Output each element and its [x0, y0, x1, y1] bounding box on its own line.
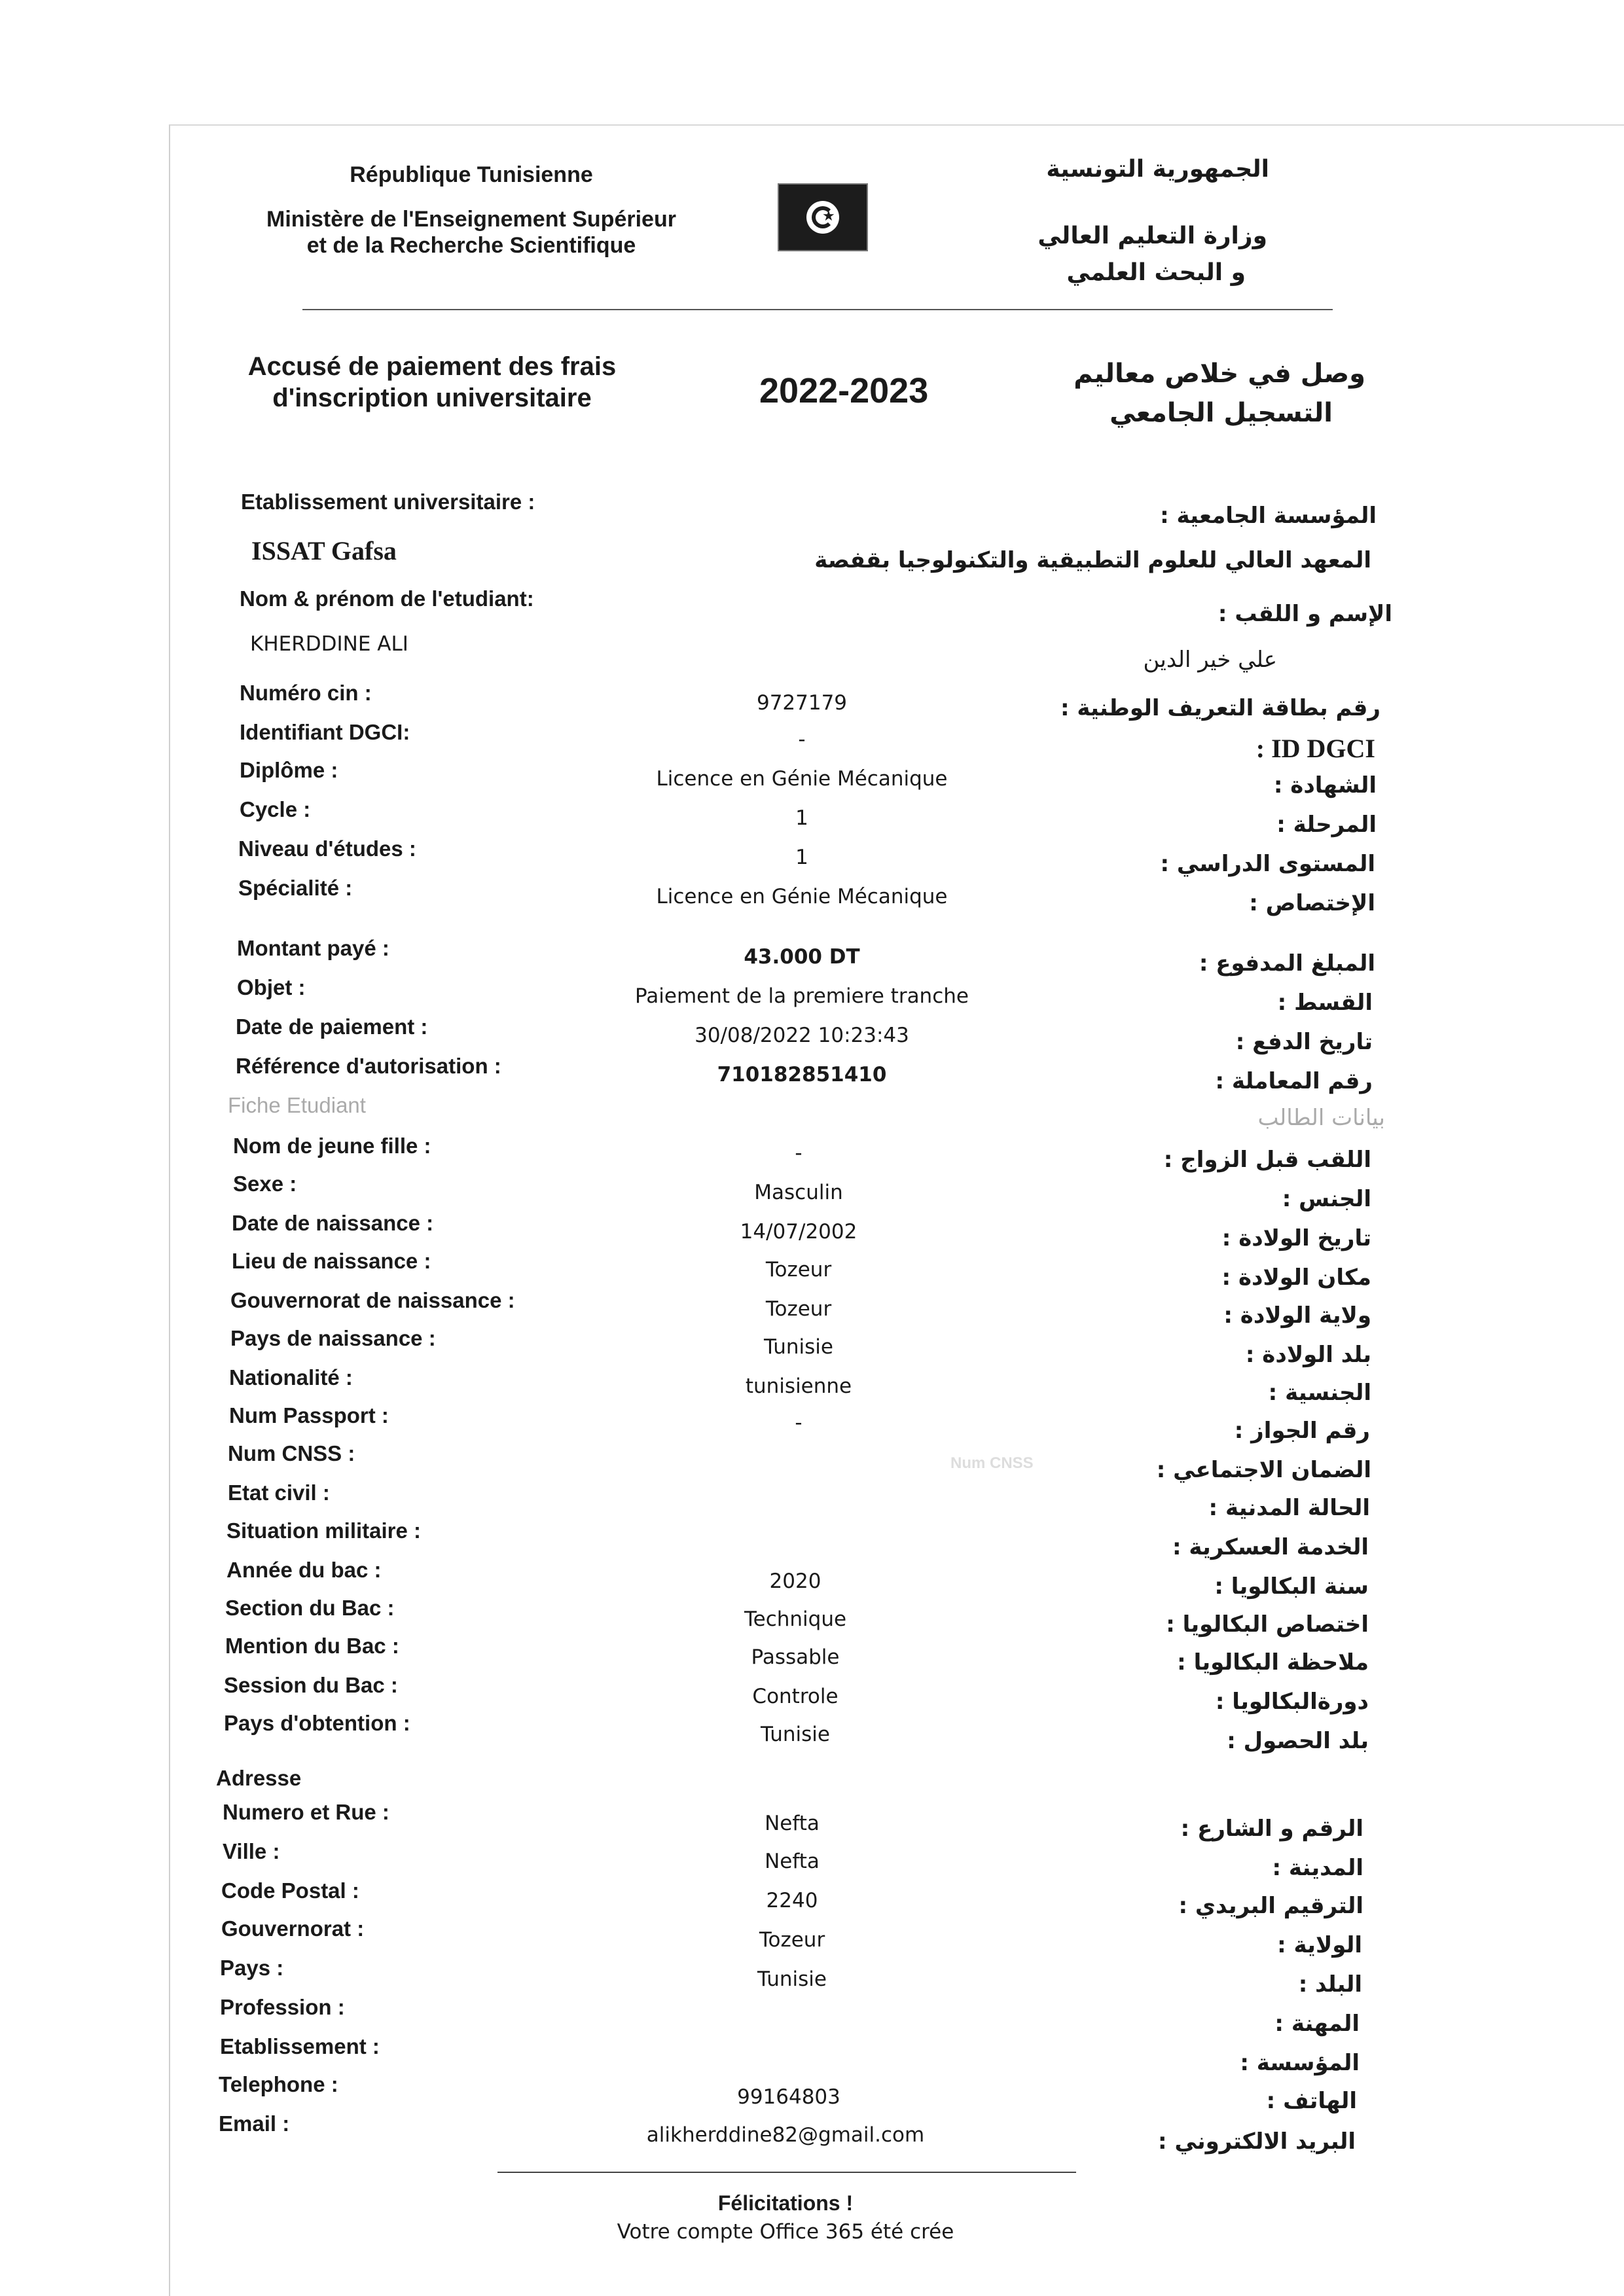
bac-section-value: Technique: [744, 1607, 847, 1631]
bac-section-label-ar: اختصاص البكالويا :: [1166, 1611, 1369, 1638]
obtention-country-label: Pays d'obtention :: [224, 1711, 410, 1735]
payment-date-label: Date de paiement :: [236, 1014, 428, 1039]
tunisia-flag-icon: ★: [778, 183, 868, 251]
title-fr-line1: Accusé de paiement des frais: [247, 352, 617, 381]
bac-year-label: Année du bac :: [226, 1558, 382, 1582]
profession-label-ar: المهنة :: [1274, 2011, 1360, 2037]
object-value: Paiement de la premiere tranche: [635, 984, 969, 1008]
nationality-label: Nationalité :: [229, 1365, 353, 1390]
establishment-label-ar: المؤسسة الجامعية :: [1160, 503, 1377, 529]
establishment-value-ar: المعهد العالي للعلوم التطبيقية والتكنولوجيا بقفصة: [814, 547, 1371, 573]
birth-place-label: Lieu de naissance :: [232, 1249, 431, 1273]
street-label-ar: الرقم و الشارع :: [1180, 1816, 1363, 1842]
military-status-label-ar: الخدمة العسكرية :: [1172, 1534, 1369, 1560]
header-republic-ar: الجمهورية التونسية: [1046, 156, 1269, 183]
study-level-label: Niveau d'études :: [238, 836, 416, 861]
academic-year: 2022-2023: [759, 371, 929, 410]
cin-label: Numéro cin :: [240, 681, 372, 705]
birth-country-label-ar: بلد الولادة :: [1245, 1342, 1371, 1368]
email-label-ar: البريد الالكتروني :: [1158, 2128, 1356, 2155]
student-name-label-ar: الإسم و اللقب :: [1218, 601, 1392, 627]
object-label: Objet :: [237, 975, 306, 999]
fiche-heading-fr: Fiche Etudiant: [228, 1093, 366, 1117]
city-label: Ville :: [223, 1839, 280, 1863]
payment-date-label-ar: تاريخ الدفع :: [1235, 1029, 1373, 1055]
title-fr-line2: d'inscription universitaire: [272, 384, 592, 412]
bac-session-value: Controle: [752, 1685, 839, 1708]
birth-place-value: Tozeur: [765, 1258, 832, 1282]
governorate-label: Gouvernorat :: [221, 1916, 365, 1941]
header-republic-fr: République Tunisienne: [350, 162, 593, 187]
diploma-label-ar: الشهادة :: [1273, 772, 1377, 798]
telephone-label-ar: الهاتف :: [1266, 2088, 1357, 2114]
birth-governorate-label: Gouvernorat de naissance :: [230, 1288, 515, 1312]
bac-section-label: Section du Bac :: [225, 1596, 395, 1620]
speciality-label-ar: الإختصاص :: [1249, 890, 1375, 916]
office365-message: Votre compte Office 365 été crée: [617, 2220, 954, 2244]
nationality-value: tunisienne: [745, 1374, 852, 1398]
cycle-value: 1: [795, 806, 808, 830]
passport-label: Num Passport :: [229, 1403, 389, 1427]
amount-paid-label: Montant payé :: [237, 936, 389, 960]
header-ministry-ar-line2: و البحث العلمي: [1066, 259, 1246, 286]
student-name-label-fr: Nom & prénom de l'etudiant:: [240, 586, 534, 611]
email-label: Email :: [219, 2111, 290, 2136]
authorization-ref-value: 710182851410: [717, 1063, 887, 1086]
speciality-value: Licence en Génie Mécanique: [656, 885, 948, 908]
email-value: alikherddine82@gmail.com: [646, 2123, 925, 2147]
birth-country-value: Tunisie: [764, 1335, 833, 1359]
governorate-label-ar: الولاية :: [1277, 1932, 1362, 1958]
profession-label: Profession :: [220, 1995, 345, 2019]
maiden-name-value: -: [795, 1141, 803, 1165]
dgci-label-ar: ID DGCI :: [1255, 734, 1375, 763]
birth-place-label-ar: مكان الولادة :: [1221, 1265, 1371, 1291]
birth-date-label-ar: تاريخ الولادة :: [1221, 1225, 1371, 1251]
military-status-label: Situation militaire :: [226, 1518, 422, 1543]
maiden-name-label: Nom de jeune fille :: [233, 1134, 431, 1158]
sex-label: Sexe :: [233, 1172, 297, 1196]
student-name-value-fr: KHERDDINE ALI: [250, 632, 408, 656]
employer-label-ar: المؤسسة :: [1240, 2050, 1360, 2076]
payment-date-value: 30/08/2022 10:23:43: [695, 1024, 909, 1047]
bac-year-label-ar: سنة البكالويا :: [1214, 1573, 1369, 1600]
country-value: Tunisie: [757, 1967, 827, 1991]
bac-year-value: 2020: [769, 1570, 821, 1593]
dgci-value: -: [798, 728, 806, 751]
employer-label: Etablissement :: [220, 2034, 380, 2058]
fiche-heading-ar: بيانات الطالب: [1257, 1105, 1385, 1131]
bac-mention-value: Passable: [751, 1645, 840, 1669]
sex-label-ar: الجنس :: [1282, 1186, 1371, 1212]
birth-country-label: Pays de naissance :: [230, 1326, 436, 1350]
establishment-label-fr: Etablissement universitaire :: [241, 490, 535, 514]
header-ministry-fr-line1: Ministère de l'Enseignement Supérieur: [266, 207, 676, 232]
telephone-label: Telephone :: [219, 2072, 338, 2096]
bac-session-label-ar: دورةالبكالويا :: [1215, 1689, 1369, 1715]
header-divider: [302, 309, 1333, 310]
obtention-country-label-ar: بلد الحصول :: [1227, 1728, 1369, 1754]
street-label: Numero et Rue :: [223, 1800, 389, 1824]
bac-session-label: Session du Bac :: [224, 1673, 398, 1697]
cycle-label: Cycle :: [240, 797, 311, 821]
postal-code-value: 2240: [766, 1889, 818, 1912]
birth-governorate-label-ar: ولاية الولادة :: [1223, 1302, 1371, 1329]
country-label-ar: البلد :: [1298, 1971, 1362, 1998]
authorization-ref-label: Référence d'autorisation :: [236, 1054, 501, 1078]
speciality-label: Spécialité :: [238, 876, 353, 900]
header-ministry-ar-line1: وزارة التعليم العالي: [1038, 223, 1267, 249]
cnss-label: Num CNSS :: [228, 1441, 355, 1465]
birth-date-label: Date de naissance :: [232, 1211, 434, 1235]
header-ministry-fr-line2: et de la Recherche Scientifique: [306, 233, 636, 258]
cycle-label-ar: المرحلة :: [1276, 812, 1377, 838]
country-label: Pays :: [220, 1956, 284, 1980]
birth-governorate-value: Tozeur: [765, 1297, 832, 1321]
cin-value: 9727179: [756, 691, 848, 715]
postal-code-label: Code Postal :: [221, 1878, 359, 1903]
amount-paid-label-ar: المبلغ المدفوع :: [1199, 950, 1375, 977]
telephone-value: 99164803: [737, 2085, 840, 2109]
dgci-label: Identifiant DGCI:: [240, 720, 410, 744]
passport-value: -: [795, 1411, 803, 1435]
footer-divider: [497, 2172, 1076, 2173]
student-name-value-ar: علي خير الدين: [1143, 647, 1277, 673]
authorization-ref-label-ar: رقم المعاملة :: [1215, 1068, 1373, 1094]
bac-mention-label: Mention du Bac :: [225, 1634, 399, 1658]
street-value: Nefta: [765, 1812, 820, 1835]
civil-status-label: Etat civil :: [228, 1480, 330, 1505]
nationality-label-ar: الجنسية :: [1268, 1380, 1371, 1406]
title-ar-line1: وصل في خلاص معاليم: [1074, 359, 1365, 389]
maiden-name-label-ar: اللقب قبل الزواج :: [1163, 1147, 1371, 1173]
sex-value: Masculin: [754, 1181, 843, 1204]
amount-paid-value: 43.000 DT: [744, 945, 860, 969]
diploma-value: Licence en Génie Mécanique: [656, 767, 948, 791]
cin-label-ar: رقم بطاقة التعريف الوطنية :: [1060, 695, 1380, 721]
city-value: Nefta: [765, 1850, 820, 1873]
study-level-value: 1: [795, 846, 808, 869]
city-label-ar: المدينة :: [1272, 1855, 1363, 1881]
cnss-ghost-text: Num CNSS: [950, 1454, 1034, 1472]
postal-code-label-ar: الترقيم البريدي :: [1178, 1893, 1363, 1919]
diploma-label: Diplôme :: [240, 758, 338, 782]
title-ar-line2: التسجيل الجامعي: [1110, 398, 1333, 428]
cnss-label-ar: الضمان الاجتماعي :: [1156, 1457, 1371, 1483]
governorate-value: Tozeur: [759, 1928, 825, 1952]
congratulations-text: Félicitations !: [717, 2191, 854, 2215]
obtention-country-value: Tunisie: [761, 1723, 830, 1746]
bac-mention-label-ar: ملاحظة البكالويا :: [1177, 1649, 1369, 1676]
establishment-value-fr: ISSAT Gafsa: [251, 536, 397, 565]
address-heading: Adresse: [216, 1766, 302, 1790]
object-label-ar: القسط :: [1277, 990, 1373, 1016]
birth-date-value: 14/07/2002: [740, 1220, 857, 1244]
civil-status-label-ar: الحالة المدنية :: [1208, 1495, 1370, 1521]
passport-label-ar: رقم الجواز :: [1234, 1418, 1370, 1444]
study-level-label-ar: المستوى الدراسي :: [1160, 851, 1375, 877]
